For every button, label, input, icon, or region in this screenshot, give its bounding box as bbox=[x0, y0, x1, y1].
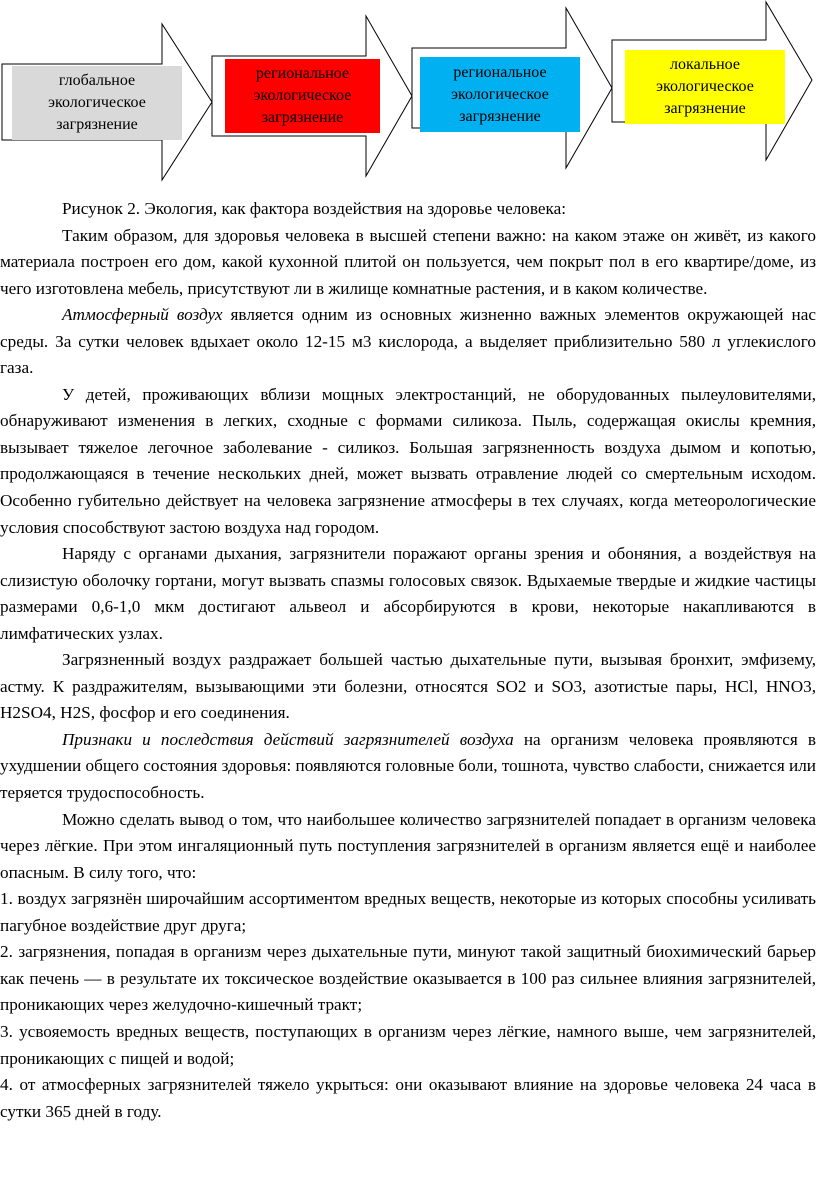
box-4-label: локальное экологическое загрязнение bbox=[656, 56, 754, 117]
pollution-levels-diagram bbox=[0, 0, 816, 190]
paragraph-6-text: на организм человека проявляются в ухудшении общего состояния здоровья: появляются головные боли, тошнота, чувство слабости, снижается или теряется трудоспособность. bbox=[0, 729, 816, 803]
paragraph-6 bbox=[0, 727, 816, 807]
paragraph-2-text: является одним из основных жизненно важных элементов окружающей нас среды. За сутки человек вдыхает около 12-15 м3 кислорода, а выделяет приблизительно 580 л углекислого газа. bbox=[0, 305, 816, 378]
document-body bbox=[0, 196, 816, 1125]
list-item-3: 3. усвояемость вредных веществ, поступающих в организм через лёгкие, намного выше, чем загрязнителей, проникающих с пищей и водой; bbox=[0, 1021, 816, 1068]
figure-caption: Рисунок 2. Экология, как фактора воздействия на здоровье человека: bbox=[62, 199, 567, 218]
paragraph-5: Загрязненный воздух раздражает большей частью дыхательные пути, вызывая бронхит, эмфизему, астму. К раздражителям, вызывающими эти болезни, относятся SO2 и SO3, азотистые пары, HCl, HNO3, H2SO4, H2S, фосфор и его соединения. bbox=[0, 650, 816, 723]
box-2-label: региональное экологическое загрязнение bbox=[253, 65, 352, 126]
list-item-4: 4. от атмосферных загрязнителей тяжело укрыться: они оказывают влияние на здоровье человека 24 часа в сутки 365 дней в году. bbox=[0, 1075, 816, 1121]
paragraph-2-italic: Атмосферный воздух bbox=[62, 305, 223, 325]
paragraph-1: Таким образом, для здоровья человека в высшей степени важно: на каком этаже он живёт, из какого материала построен его дом, какой кухонной плитой он пользуется, чем покрыт пол в его квартире/доме, из чего изготовлена мебель, присутствуют ли в жилище комнатные растения, и в каком количестве. bbox=[0, 225, 816, 298]
paragraph-4: Наряду с органами дыхания, загрязнители поражают органы зрения и обоняния, а воздействуя на слизистую оболочку гортани, могут вызвать спазмы голосовых связок. Вдыхаемые твердые и жидкие частицы размерами 0,6-1,0 мкм достигают альвеол и абсорбируются в крови, некоторые накапливаются в лимфатических узлах. bbox=[0, 544, 816, 643]
list-item-2: 2. загрязнения, попадая в организм через дыхательные пути, минуют такой защитный биохимический барьер как печень — в результате их токсическое воздействие оказывается в 100 раз сильнее влияния загрязнителей, проникающих через желудочно-кишечный тракт; bbox=[0, 942, 816, 1015]
paragraph-6-italic: Признаки и последствия действий загрязнителей воздуха bbox=[62, 729, 514, 749]
list-item-1: 1. воздух загрязнён широчайшим ассортиментом вредных веществ, некоторые из которых способны усиливать пагубное воздействие друг друга; bbox=[0, 889, 816, 935]
box-1-label: глобальное экологическое загрязнение bbox=[48, 72, 146, 133]
paragraph-3: У детей, проживающих вблизи мощных электростанций, не оборудованных пылеуловителями, обнаруживают изменения в легких, сходные с формами силикоза. Пыль, содержащая окислы кремния, вызывает тяжелое легочное заболевание - силикоз. Большая загрязненность воздуха дымом и копотью, продолжающаяся в течение нескольких дней, может вызвать отравление людей со смертельным исходом. Особенно губительно действует на человека загрязнение атмосферы в тех случаях, когда метеорологические условия способствуют застою воздуха над городом. bbox=[0, 384, 816, 537]
box-3-label: региональное экологическое загрязнение bbox=[451, 63, 549, 125]
paragraph-7: Можно сделать вывод о том, что наибольшее количество загрязнителей попадает в организм человека через лёгкие. При этом ингаляционный путь поступления загрязнителей в организм является ещё и наиболее опасным. В силу того, что: bbox=[0, 809, 816, 882]
paragraph-2 bbox=[0, 302, 816, 382]
